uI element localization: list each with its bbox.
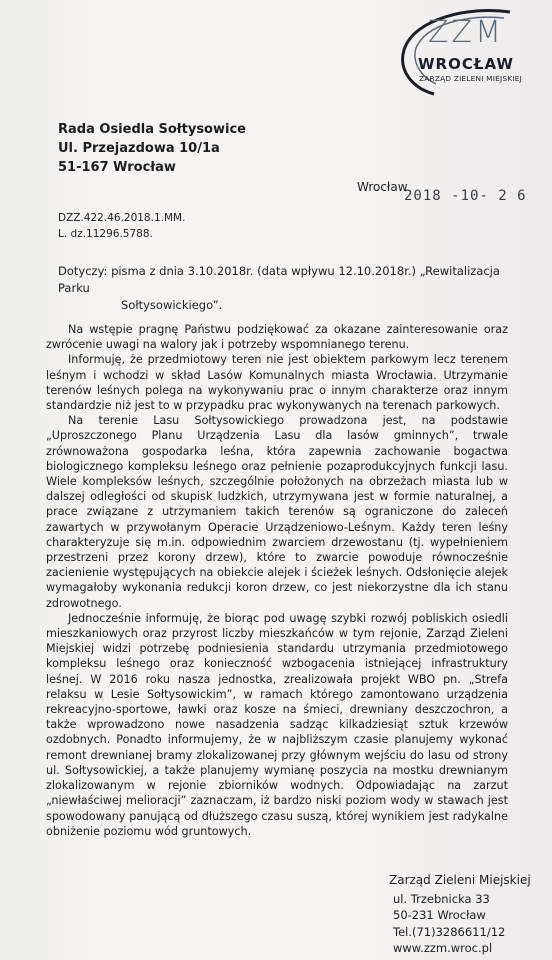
reference-2: L. dz.11296.5788. (58, 228, 153, 240)
body-paragraph-2: Informuję, że przedmiotowy teren nie jest obiektem parkowym lecz terenem leśnym i wchodzi w skład Lasów Komunalnych miasta Wrocławia. Utrzymanie terenów leśnych polega na wykonywaniu prac o innym charakterze oraz innym standardzie niż jest to w przypadku prac wykonywanych na terenach parkowych. (46, 353, 508, 413)
body-paragraph-4: Jednocześnie informuję, że biorąc pod uwagę szybki rozwój pobliskich osiedli mieszkaniowych oraz przyrost liczby mieszkańców w tym rejonie, Zarząd Zieleni Miejskiej widzi potrzebę podniesienia standardu utrzymania przedmiotowego kompleksu leśnego oraz konieczność wzbogacenia istniejącej infrastruktury leśnej. W 2016 roku nasza jednostka, zrealizowała projekt WBO pn. „Strefa relaksu w Lesie Sołtysowickim”, w ramach którego zamontowano urządzenia rekreacyjno-sportowe, ławki oraz kosze na śmieci, drewniany deszczochron, a także wprowadzono nowe nasadzenia sadząc kilkadziesiąt sztuk krzewów ozdobnych. Ponadto informujemy, że w najbliższym czasie planujemy wykonać remont drewnianej bramy zlokalizowanej przy głównym wejściu do lasu od strony ul. Sołtysowickiej, a także planujemy wymianę poszycia na mostku drewnianym zlokalizowanym w rejonie zbiorników wodnych. Odpowiadając na zarzut „niewłaściwej melioracji” zaznaczam, iż bardzo niski poziom wody w stawach jest spowodowany panującą od dłuższego czasu suszą, której wynikiem jest radykalne obniżenie poziomu wód gruntowych. (46, 611, 508, 838)
subject-line-1: Dotyczy: pisma z dnia 3.10.2018r. (data wpływu 12.10.2018r.) „Rewitalizacja Parku (58, 264, 500, 295)
zzm-logo (392, 8, 542, 96)
sender-address (389, 872, 531, 957)
reference-1: DZZ.422.46.2018.1.MM. (58, 212, 186, 224)
date-place: Wrocław (357, 180, 408, 194)
subject-line-2: Sołtysowickiego”. (121, 298, 223, 312)
reference-numbers (58, 210, 185, 242)
logo-city: WROCŁAW (418, 55, 514, 73)
subject-line (58, 263, 502, 314)
letter-body (46, 322, 508, 839)
recipient-city: 51-167 Wrocław (58, 160, 176, 175)
body-paragraph-1: Na wstępie pragnę Państwu podziękować za okazane zainteresowanie oraz zwrócenie uwagi na walory jak i potrzeby wspomnianego terenu. (46, 323, 508, 352)
date-stamp: 2018 -10- 2 6 (404, 188, 527, 204)
sender-street: ul. Trzebnicka 33 (393, 891, 490, 906)
recipient-name: Rada Osiedla Sołtysowice (58, 122, 246, 137)
sender-city: 50-231 Wrocław (393, 908, 486, 922)
sender-org: Zarząd Zieleni Miejskiej (389, 873, 531, 887)
body-paragraph-3: Na terenie Lasu Sołtysowickiego prowadzona jest, na podstawie „Uproszczonego Planu Urządzenia Lasu dla lasów gminnych”, trwale zrównoważona gospodarka leśna, która zapewnia zachowanie bogactwa biologicznego kompleksu leśnego oraz pełnienie pozaprodukcyjnych funkcji lasu. Wiele kompleksów leśnych, szczególnie położonych na obrzeżach miasta lub w dalszej odległości od skupisk ludzkich, utrzymywana jest w formie naturalnej, a prace związane z utrzymaniem takich terenów są ograniczone do zaleceń zawartych w przywołanym Operacie Urządzeniowo-Leśnym. Każdy teren leśny charakteryzuje się m.in. odpowiednim zwarciem drzewostanu (tj. wypełnieniem przestrzeni przez korony drzew), które to zwarcie powoduje równocześnie zacienienie występujących na obiekcie alejek i ścieżek leśnych. Odsłonięcie alejek wymagałoby wykonania redukcji koron drzew, co jest niekorzystne dla ich stanu zdrowotnego. (46, 414, 508, 610)
recipient-address (58, 120, 246, 177)
logo-subtitle: ZARZĄD ZIELENI MIEJSKIEJ (419, 74, 522, 83)
recipient-street: Ul. Przejazdowa 10/1a (58, 141, 220, 156)
logo-mark: ZZM (428, 15, 504, 50)
sender-web: www.zzm.wroc.pl (393, 941, 493, 955)
sender-phone: Tel.(71)3286611/12 (393, 924, 506, 939)
